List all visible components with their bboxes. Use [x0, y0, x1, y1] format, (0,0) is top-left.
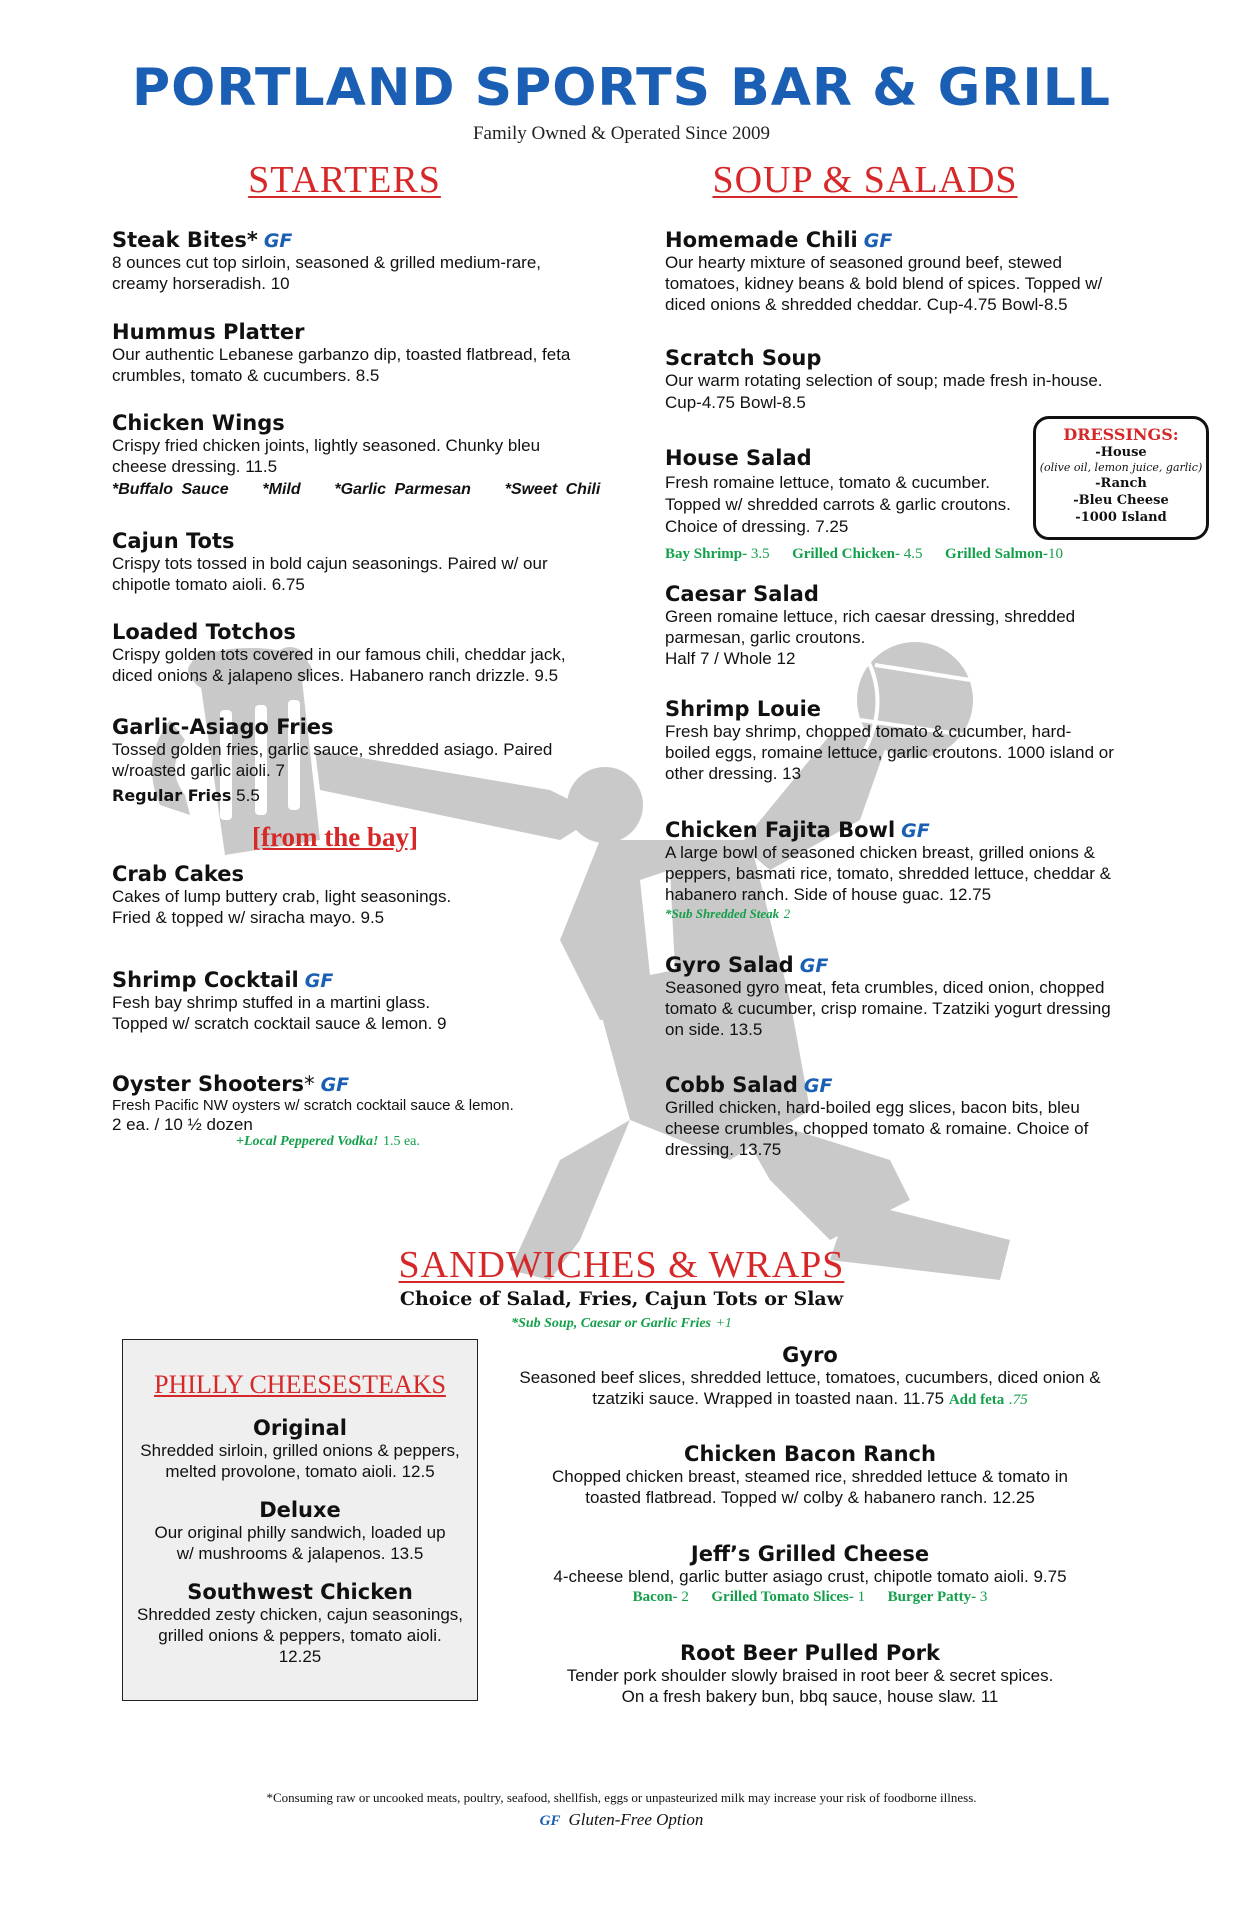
item-description: A large bowl of seasoned chicken breast, grilled onions & [665, 843, 1095, 862]
item-description: Fresh romaine lettuce, tomato & cucumber. [665, 473, 991, 492]
item-description: Shredded sirloin, grilled onions & peppers, [140, 1441, 460, 1460]
addon-price: 2 [783, 906, 791, 921]
gluten-free-badge: GF [901, 820, 930, 842]
addon-price: .75 [1009, 1392, 1028, 1408]
dressing-option: -Ranch [1095, 476, 1147, 491]
addon-label: Burger Patty- [887, 1589, 977, 1605]
dressing-option: -Bleu Cheese [1073, 493, 1169, 508]
menu-item-caesar-salad [665, 582, 1135, 669]
item-name: Southwest Chicken [187, 1580, 413, 1604]
item-description: on side. 13.5 [665, 1020, 763, 1039]
item-description: toasted flatbread. Topped w/ colby & habanero ranch. 12.25 [585, 1488, 1035, 1507]
raw-warning-star: * [304, 1072, 315, 1096]
addon-price: 1 [857, 1589, 866, 1605]
menu-item-shrimp-louie [665, 697, 1135, 784]
addon-label: Grilled Salmon- [945, 546, 1048, 562]
gluten-free-badge: GF [803, 1075, 833, 1097]
item-name: Deluxe [259, 1498, 341, 1522]
item-description: Green romaine lettuce, rich caesar dressing, shredded [665, 607, 1076, 626]
sandwiches-heading: SANDWICHES & WRAPS [398, 1244, 845, 1286]
item-description: On a fresh bakery bun, bbq sauce, house slaw. 11 [621, 1687, 999, 1706]
gluten-free-legend [0, 1810, 1243, 1830]
menu-item-chicken-fajita-bowl [665, 818, 1135, 923]
sides-substitution [0, 1314, 1243, 1332]
item-description: Seasoned beef slices, shredded lettuce, tomatoes, cucumbers, diced onion & [519, 1368, 1101, 1387]
item-description: cheese crumbles, chopped tomato & romaine. Choice of [665, 1119, 1089, 1138]
item-description: Our original philly sandwich, loaded up [154, 1523, 446, 1542]
addon-label: Bay Shrimp- [665, 546, 748, 562]
food-safety-disclaimer: *Consuming raw or uncooked meats, poultry, seafood, shellfish, eggs or unpasteurized milk may increase your risk of foodborne illness. [266, 1790, 977, 1805]
menu-item-loaded-totchos [112, 620, 592, 686]
menu-item-deluxe-philly [123, 1498, 477, 1564]
item-name: Homemade Chili [665, 228, 858, 252]
restaurant-title: PORTLAND SPORTS BAR & GRILL [132, 58, 1111, 118]
addon-label: Grilled Tomato Slices- [711, 1589, 854, 1605]
dressing-option: -1000 Island [1075, 510, 1167, 525]
dressing-option: -House [1095, 445, 1147, 460]
item-name: Gyro Salad [665, 953, 794, 977]
item-description: dressing. 13.75 [665, 1140, 782, 1159]
item-name: Jeff’s Grilled Cheese [690, 1542, 930, 1566]
item-description: peppers, basmati rice, tomato, shredded lettuce, cheddar & [665, 864, 1112, 883]
item-description: 8 ounces cut top sirloin, seasoned & grilled medium-rare, [112, 253, 541, 272]
item-description: Cakes of lump buttery crab, light seasonings. [112, 887, 452, 906]
legend-text: Gluten-Free Option [568, 1810, 704, 1829]
menu-item-homemade-chili [665, 228, 1135, 315]
sides-choice: Choice of Salad, Fries, Cajun Tots or Slaw [399, 1288, 844, 1310]
item-description: Shredded zesty chicken, cajun seasonings, [136, 1605, 464, 1624]
item-description: cheese dressing. 11.5 [112, 457, 278, 476]
dressings-box [1033, 416, 1209, 540]
menu-item-chicken-wings [112, 411, 601, 499]
menu-item-jeffs-grilled-cheese [495, 1542, 1125, 1606]
menu-item-southwest-chicken-philly [123, 1580, 477, 1667]
item-description: 4-cheese blend, garlic butter asiago crust, chipotle tomato aioli. 9.75 [553, 1567, 1067, 1586]
item-description: Fesh bay shrimp stuffed in a martini glass. [112, 993, 431, 1012]
menu-item-original-philly [123, 1416, 477, 1482]
regular-fries-label: Regular Fries [112, 786, 232, 805]
item-description: Fresh Pacific NW oysters w/ scratch cocktail sauce & lemon. [112, 1097, 514, 1114]
regular-fries-price: 5.5 [236, 786, 260, 805]
item-name: Chicken Fajita Bowl [665, 818, 896, 842]
addon-label: Bacon- [632, 1589, 678, 1605]
addon-label: Grilled Chicken- [792, 546, 901, 562]
dressing-note: (olive oil, lemon juice, garlic) [1039, 461, 1203, 474]
item-description: tomato & cucumber, crisp romaine. Tzatziki yogurt dressing [665, 999, 1111, 1018]
dressings-heading: DRESSINGS: [1063, 425, 1179, 444]
item-description: Chopped chicken breast, steamed rice, shredded lettuce & tomato in [552, 1467, 1068, 1486]
item-name: Cobb Salad [665, 1073, 798, 1097]
gluten-free-badge: GF [863, 230, 893, 252]
menu-item-gyro-salad [665, 953, 1135, 1040]
gluten-free-badge: GF [304, 970, 334, 992]
item-description: Grilled chicken, hard-boiled egg slices, bacon bits, bleu [665, 1098, 1080, 1117]
item-description: Topped w/ scratch cocktail sauce & lemon. 9 [112, 1014, 447, 1033]
menu-item-root-beer-pulled-pork [495, 1641, 1125, 1707]
item-name: Caesar Salad [665, 582, 819, 606]
gluten-free-badge: GF [263, 230, 293, 252]
item-description: melted provolone, tomato aioli. 12.5 [165, 1462, 435, 1481]
item-name: House Salad [665, 446, 812, 470]
menu-item-scratch-soup [665, 346, 1135, 414]
menu-item-steak-bites [112, 228, 582, 294]
item-name: Scratch Soup [665, 346, 822, 370]
item-description: boiled eggs, romaine lettuce, garlic croutons. 1000 island or [665, 743, 1114, 762]
menu-item-shrimp-cocktail [112, 968, 582, 1034]
item-description: Tender pork shoulder slowly braised in root beer & secret spices. [566, 1666, 1054, 1685]
item-description: other dressing. 13 [665, 764, 802, 783]
menu-item-garlic-asiago-fries [112, 715, 592, 806]
item-description: 12.25 [278, 1647, 322, 1666]
item-name: Gyro [782, 1343, 838, 1367]
from-the-bay-heading: [from the bay] [252, 822, 418, 852]
item-description: Tossed golden fries, garlic sauce, shredded asiago. Paired [112, 740, 553, 759]
addon-label: Add feta [948, 1392, 1005, 1408]
item-name: Loaded Totchos [112, 620, 296, 644]
gluten-free-badge: GF [539, 1813, 561, 1829]
menu-item-house-salad [665, 446, 1065, 538]
gluten-free-badge: GF [320, 1074, 350, 1096]
item-description: parmesan, garlic croutons. [665, 628, 866, 647]
item-description: Choice of dressing. 7.25 [665, 517, 849, 536]
item-description: habanero ranch. Side of house guac. 12.75 [665, 885, 992, 904]
item-description: Crispy golden tots covered in our famous chili, cheddar jack, [112, 645, 566, 664]
philly-heading: PHILLY CHEESESTEAKS [154, 1370, 446, 1399]
item-description: Seasoned gyro meat, feta crumbles, diced onion, chopped [665, 978, 1105, 997]
item-description: Our warm rotating selection of soup; made fresh in-house. [665, 371, 1103, 390]
soup-salads-heading: SOUP & SALADS [712, 159, 1018, 201]
item-description: w/ mushrooms & jalapenos. 13.5 [176, 1544, 424, 1563]
item-name: Chicken Wings [112, 411, 285, 435]
item-name: Original [253, 1416, 347, 1440]
item-description: Our authentic Lebanese garbanzo dip, toasted flatbread, feta [112, 345, 571, 364]
item-description: Fresh bay shrimp, chopped tomato & cucumber, hard- [665, 722, 1072, 741]
item-description: tomatoes, kidney beans & bold blend of spices. Topped w/ [665, 274, 1103, 293]
item-name: Cajun Tots [112, 529, 235, 553]
addon-price: 1.5 ea. [382, 1134, 420, 1149]
item-name: Crab Cakes [112, 862, 245, 886]
item-name: Oyster Shooters [112, 1072, 305, 1096]
sauce-options: *Buffalo Sauce *Mild *Garlic Parmesan *Sweet Chili [112, 481, 601, 498]
addon-price: 4.5 [903, 546, 923, 562]
menu-item-gyro [495, 1343, 1125, 1411]
item-description: w/roasted garlic aioli. 7 [112, 761, 285, 780]
starters-heading: STARTERS [248, 159, 441, 201]
item-name: Hummus Platter [112, 320, 305, 344]
item-name: Shrimp Louie [665, 697, 822, 721]
addon-price: 3 [979, 1589, 988, 1605]
item-description: diced onions & shredded cheddar. Cup-4.75 Bowl-8.5 [665, 295, 1068, 314]
menu-item-hummus-platter [112, 320, 582, 386]
item-description: tzatziki sauce. Wrapped in toasted naan. 11.75 [592, 1389, 945, 1408]
item-description: 2 ea. / 10 ½ dozen [112, 1115, 253, 1134]
item-description: Crispy tots tossed in bold cajun seasonings. Paired w/ our [112, 554, 548, 573]
item-description: Topped w/ shredded carrots & garlic croutons. [665, 495, 1011, 514]
item-description: Cup-4.75 Bowl-8.5 [665, 393, 806, 412]
menu-item-crab-cakes [112, 862, 582, 928]
item-description: creamy horseradish. 10 [112, 274, 290, 293]
item-name: Root Beer Pulled Pork [680, 1641, 940, 1665]
menu-item-cajun-tots [112, 529, 582, 595]
item-name: Shrimp Cocktail [112, 968, 299, 992]
item-description: diced onions & jalapeno slices. Habanero ranch drizzle. 9.5 [112, 666, 559, 685]
gluten-free-badge: GF [799, 955, 829, 977]
item-description: grilled onions & peppers, tomato aioli. [158, 1626, 442, 1645]
item-description: crumbles, tomato & cucumbers. 8.5 [112, 366, 380, 385]
tagline: Family Owned & Operated Since 2009 [472, 123, 771, 144]
item-description: chipotle tomato aioli. 6.75 [112, 575, 305, 594]
addon-label: *Sub Shredded Steak [665, 906, 780, 921]
salad-addons [665, 546, 1063, 563]
item-name: Steak Bites* [112, 228, 258, 252]
item-description: Our hearty mixture of seasoned ground beef, stewed [665, 253, 1062, 272]
addon-price: 10 [1047, 546, 1063, 562]
item-description: Crispy fried chicken joints, lightly seasoned. Chunky bleu [112, 436, 541, 455]
menu-item-oyster-shooters [112, 1072, 582, 1150]
addon-price: 3.5 [750, 546, 770, 562]
addon-label: *Sub Soup, Caesar or Garlic Fries [511, 1316, 712, 1331]
menu-item-cobb-salad [665, 1073, 1135, 1160]
item-description: Half 7 / Whole 12 [665, 649, 796, 668]
item-name: Garlic-Asiago Fries [112, 715, 334, 739]
menu-item-chicken-bacon-ranch [495, 1442, 1125, 1508]
item-name: Chicken Bacon Ranch [684, 1442, 936, 1466]
item-description: Fried & topped w/ siracha mayo. 9.5 [112, 908, 385, 927]
addon-price: 2 [681, 1589, 689, 1605]
addon-price: +1 [715, 1316, 732, 1331]
addon-label: +Local Peppered Vodka! [236, 1134, 379, 1149]
philly-cheesesteaks-box [122, 1339, 478, 1701]
